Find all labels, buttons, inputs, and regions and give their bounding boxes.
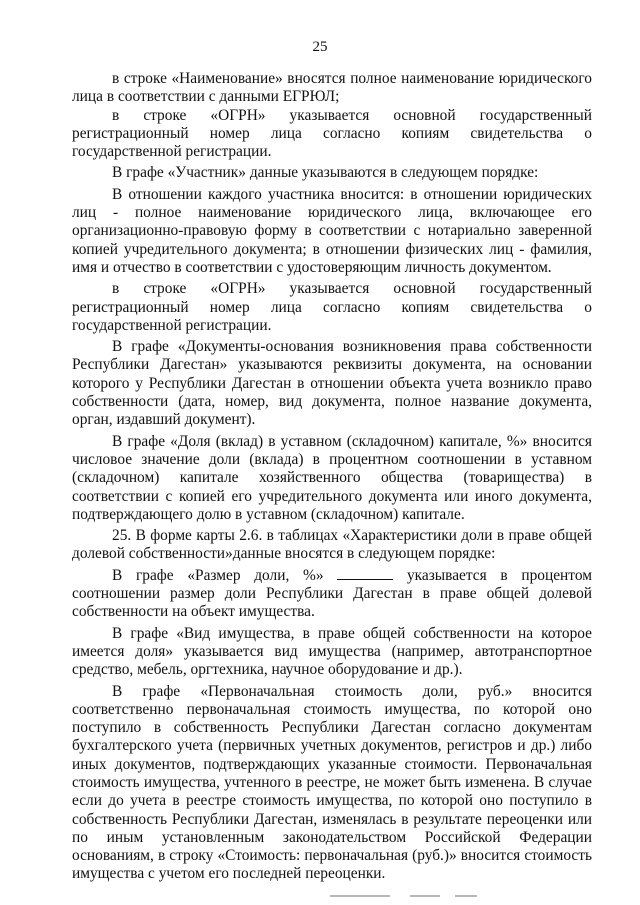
paragraph-ogrn-row-participant: в строке «ОГРН» указывается основной государственный регистрационный номер лица согласно копиям свидетельства о государственной регистрации.	[72, 280, 592, 334]
paragraph-name-row: в строке «Наименование» вносятся полное наименование юридического лица в соответствии с данными ЕГРЮЛ;	[72, 70, 592, 106]
paragraph-item-25: 25. В форме карты 2.6. в таблицах «Характеристики доли в праве общей долевой собственности»данные вносятся в следующем порядке:	[72, 527, 592, 563]
share-size-text-after: указывается в процентом соотношении размер доли Республики Дагестан в праве общей долевой собственности на объект имущества.	[72, 566, 592, 621]
scan-edge-marks	[0, 895, 640, 899]
paragraph-share-in-capital: В графе «Доля (вклад) в уставном (складочном) капитале, %» вносится числовое значение доли (вклада) в процентном соотношении в уставном (складочном) капитале хозяйственного общества (товарищества) в соответствии с копией его учредительного документа или иного документа, подтверждающего долю в уставном (складочном) капитале.	[72, 432, 592, 523]
paragraph-participant-column: В графе «Участник» данные указываются в следующем порядке:	[112, 164, 539, 182]
blank-line	[337, 567, 393, 580]
paragraph-participant-details: В отношении каждого участника вносится: в отношении юридических лиц - полное наименование юридического лица, включающее его организационно-правовую форму в соответствии с нотариально заверенной копией учредительного документа; в отношении физических лиц - фамилия, имя и отчество в соответствии с удостоверяющим личность документом.	[72, 185, 592, 276]
paragraph-share-size	[72, 567, 592, 622]
paragraph-property-type: В графе «Вид имущества, в праве общей собственности на которое имеется доля» указывается вид имущества (например, автотранспортное средство, мебель, оргтехника, научное оборудование и др.).	[72, 624, 592, 679]
page-number: 25	[312, 39, 328, 55]
share-size-text-before: В графе «Размер доли, %»	[112, 566, 324, 584]
paragraph-ownership-documents: В графе «Документы-основания возникновения права собственности Республики Дагестан» указываются реквизиты документа, на основании которого у Республики Дагестан в отношении объекта учета возникло право собственности (дата, номер, вид документа, полное название документа, орган, издавший документ).	[72, 338, 592, 429]
paragraph-initial-cost: В графе «Первоначальная стоимость доли, руб.» вносится соответственно первоначальная стоимость имущества, по которой оно поступило в собственность Республики Дагестан согласно документам бухгалтерского учета (первичных учетных документов, регистров и др.) либо иных документов, подтверждающих указанные стоимости. Первоначальная стоимость имущества, учтенного в реестре, не может быть изменена. В случае если до учета в реестре стоимость имущества, по которой оно поступило в собственность Республики Дагестан, изменялась в результате переоценки или по иным установленным законодательством Российской Федерации основаниям, в строку «Стоимость: первоначальная (руб.)» вносится стоимость имущества с учетом его последней переоценки.	[72, 682, 592, 883]
document-body	[72, 70, 592, 884]
paragraph-ogrn-row: в строке «ОГРН» указывается основной государственный регистрационный номер лица согласно копиям свидетельства о государственной регистрации.	[72, 106, 592, 161]
